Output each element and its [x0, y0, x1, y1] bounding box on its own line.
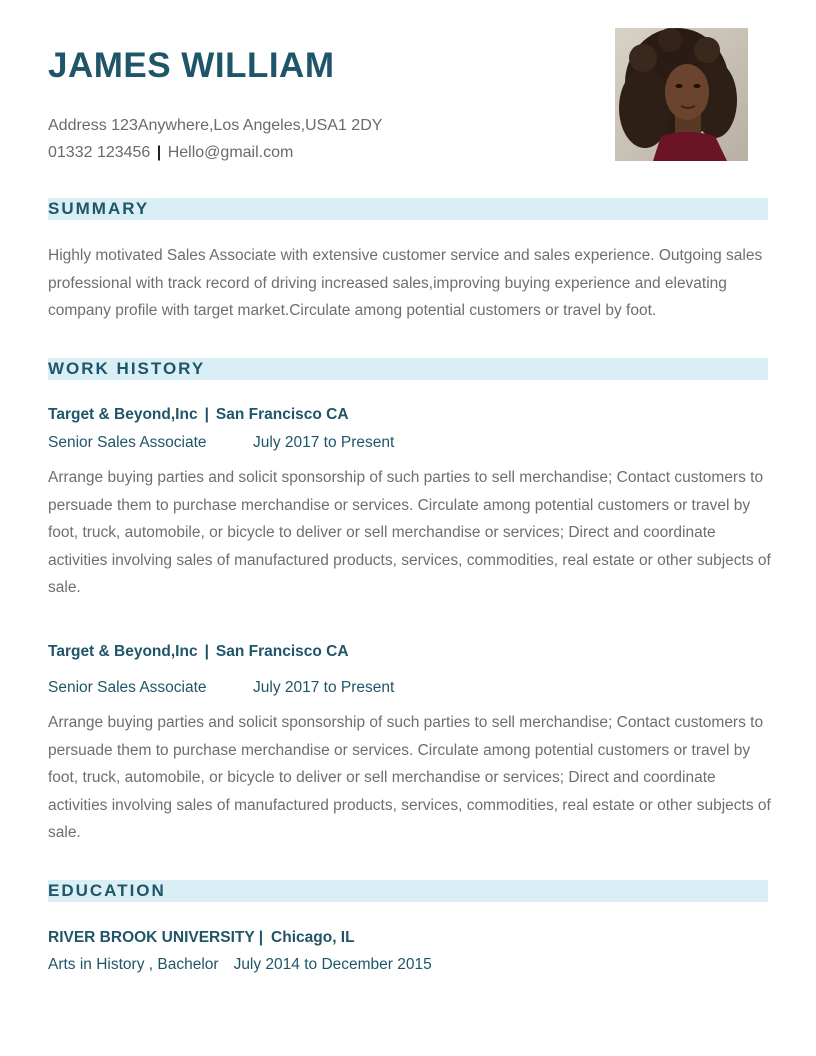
education-school: RIVER BROOK UNIVERSITY — [48, 929, 255, 946]
job-1-header — [48, 406, 349, 424]
job-1-description: Arrange buying parties and solicit sponsorship of such parties to sell merchandise; Contact customers to persuade them to purchase merchandise or services. Circulate among potential customers or travel by foot, truck, automobile, or bicycle to deliver or sell merchandise or services; Direct and coordinate activities involving sales of manufactured products, services, commodities, real estate or other subjects of sale. — [48, 469, 771, 597]
work-history-heading: WORK HISTORY — [48, 359, 206, 378]
education-dates: July 2014 to December 2015 — [233, 956, 432, 973]
phone-number: 01332 123456 — [48, 144, 151, 161]
profile-photo-illustration — [615, 28, 748, 161]
education-degree-line — [48, 956, 432, 974]
profile-photo — [615, 28, 748, 161]
education-separator: | — [258, 929, 264, 946]
job-1-dates: July 2017 to Present — [253, 434, 395, 451]
email-address: Hello@gmail.com — [167, 144, 294, 161]
education-heading: EDUCATION — [48, 881, 166, 900]
job-2-title-line — [48, 679, 395, 697]
address-line: Address 123Anywhere,Los Angeles,USA1 2DY — [48, 117, 383, 134]
phone-email-line — [48, 139, 382, 166]
job-2-separator: | — [204, 643, 209, 660]
education-section-header — [48, 880, 768, 902]
job-2-header — [48, 643, 349, 661]
job-1-separator: | — [204, 406, 209, 423]
job-1-title: Senior Sales Associate — [48, 434, 207, 451]
summary-text: Highly motivated Sales Associate with extensive customer service and sales experience. Outgoing sales professional with track record of driving increased sales,improving buying experience and elevating company profile with target market.Circulate among potential customers or travel by foot. — [48, 247, 763, 320]
job-2-location: San Francisco CA — [215, 643, 349, 660]
job-2-description: Arrange buying parties and solicit sponsorship of such parties to sell merchandise; Contact customers to persuade them to purchase merchandise or services. Circulate among potential customers or travel by foot, truck, automobile, or bicycle to deliver or sell merchandise or services; Direct and coordinate activities involving sales of manufactured products, services, commodities, real estate or other subjects of sale. — [48, 714, 771, 842]
contact-separator: | — [156, 144, 162, 161]
job-2-dates: July 2017 to Present — [253, 679, 395, 696]
education-degree: Arts in History , Bachelor — [48, 956, 219, 973]
job-1-location: San Francisco CA — [215, 406, 349, 423]
job-2-title: Senior Sales Associate — [48, 679, 207, 696]
job-2-company: Target & Beyond,Inc — [48, 643, 198, 660]
education-location: Chicago, IL — [271, 929, 355, 946]
job-1-company: Target & Beyond,Inc — [48, 406, 198, 423]
contact-block — [48, 112, 382, 166]
education-header — [48, 929, 355, 947]
summary-section-header — [48, 198, 768, 220]
resume-name: JAMES WILLIAM — [48, 46, 335, 85]
summary-heading: SUMMARY — [48, 199, 150, 218]
job-1-title-line — [48, 434, 395, 452]
work-history-section-header — [48, 358, 768, 380]
